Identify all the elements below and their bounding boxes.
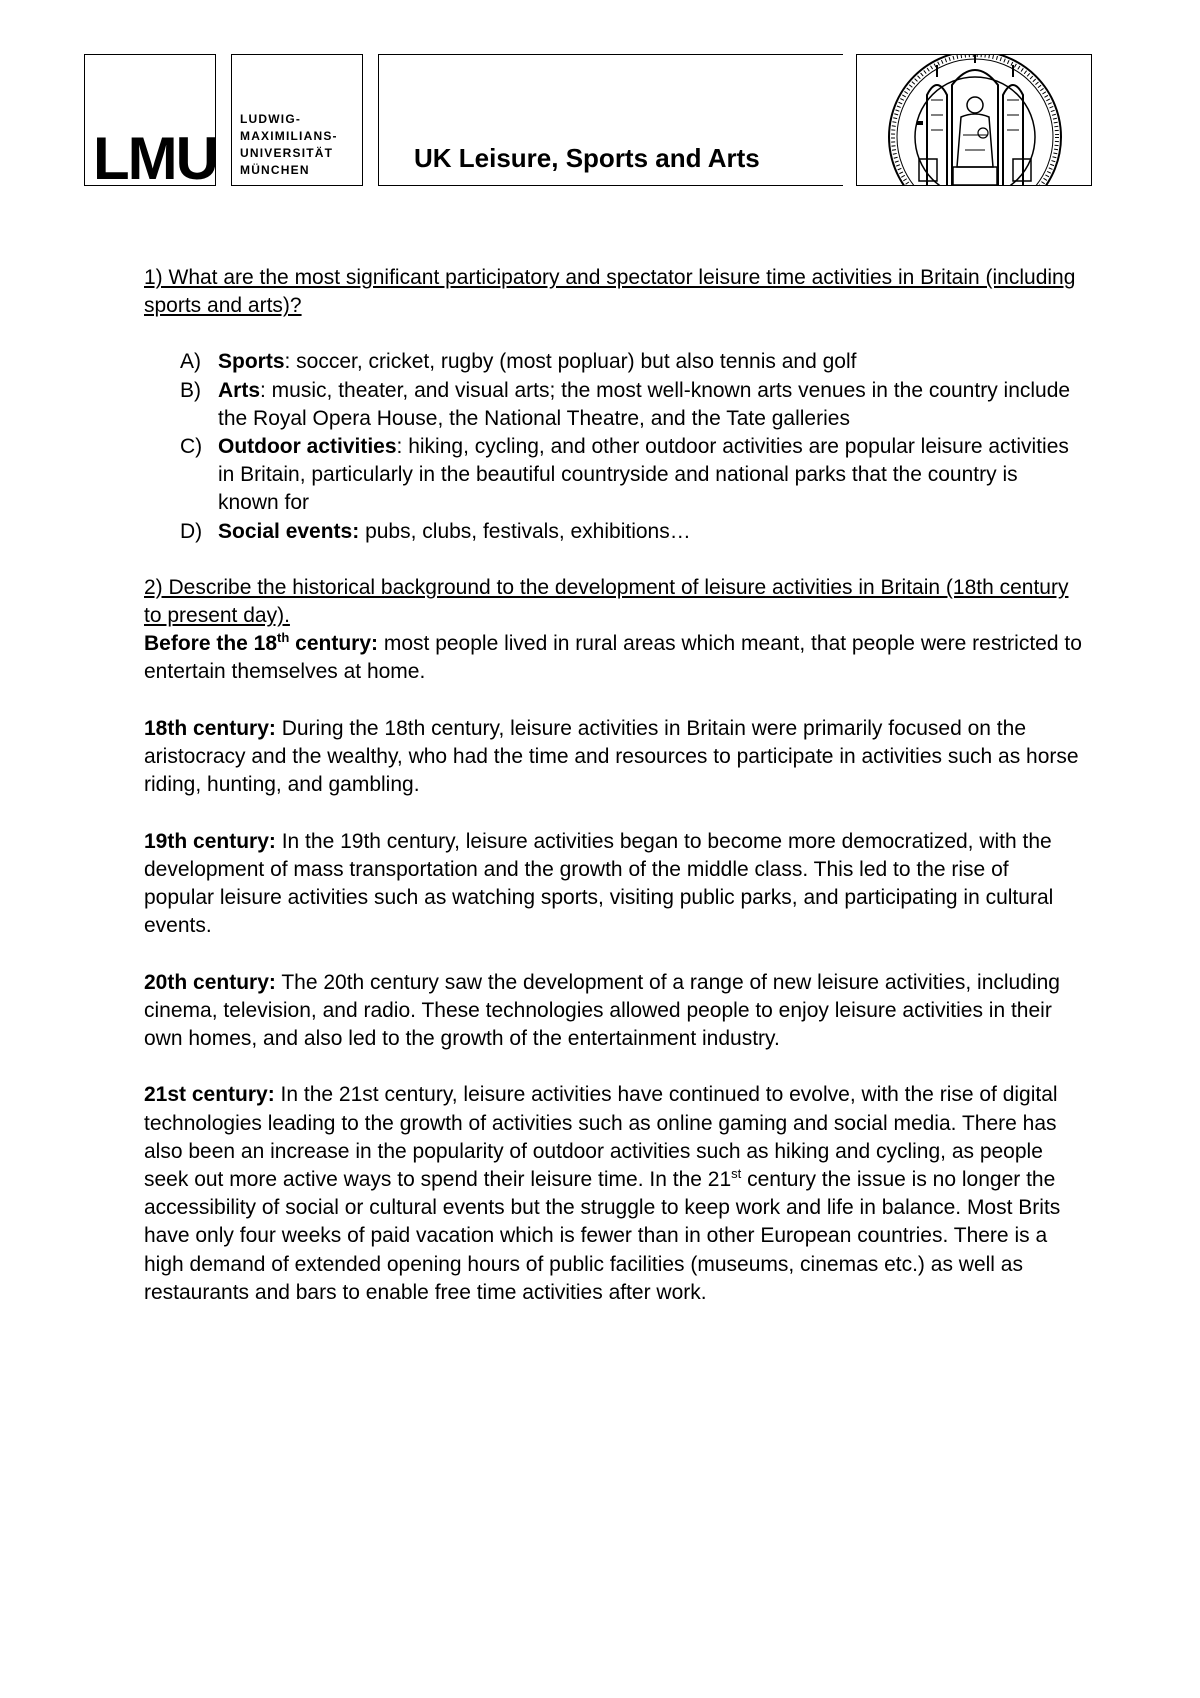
- university-seal-icon: [857, 55, 1092, 185]
- list-item-label: Arts: [218, 378, 261, 402]
- list-letter: D): [180, 519, 203, 543]
- list-item-text: : hiking, cycling, and other outdoor activities are popular leisure activities in Britain, particularly in the beautiful countryside and national parks that the country is known for: [218, 435, 1069, 515]
- lmu-logo: LMU: [93, 125, 217, 192]
- list-item: [144, 433, 1084, 518]
- list-letter: B): [180, 378, 201, 402]
- paragraph-21st-century: [144, 1081, 1084, 1307]
- list-letter: C): [180, 435, 203, 459]
- question-2: 2) Describe the historical background to the development of leisure activities in Britain (18th century to present day).: [144, 575, 1069, 628]
- page-title: UK Leisure, Sports and Arts: [414, 143, 760, 173]
- lmu-logo-box: [84, 54, 217, 192]
- superscript: st: [731, 1166, 742, 1182]
- activities-list: [144, 348, 1084, 545]
- list-item-text: : music, theater, and visual arts; the most well-known arts venues in the country include the Royal Opera House, the National Theatre, and the Tate galleries: [218, 378, 1071, 430]
- list-item-label: Outdoor activities: [218, 435, 397, 459]
- paragraph-20th-century: [144, 969, 1084, 1054]
- list-item-text: : soccer, cricket, rugby (most popluar) but also tennis and golf: [284, 350, 857, 374]
- university-name-line: UNIVERSITÄT: [240, 146, 334, 160]
- university-name-box: [231, 54, 363, 186]
- paragraph-19th-century: [144, 828, 1084, 941]
- paragraph-text: The 20th century saw the development of a range of new leisure activities, including cinema, television, and radio. These technologies allowed people to enjoy leisure activities in their own homes, and also led to the growth of the entertainment industry.: [144, 970, 1060, 1051]
- university-name-line: MAXIMILIANS-: [240, 129, 338, 143]
- paragraph-before-18th: [144, 630, 1084, 686]
- list-item-text: pubs, clubs, festivals, exhibitions…: [359, 519, 691, 543]
- university-name-line: LUDWIG-: [240, 112, 302, 126]
- paragraph-label: 21st century:: [144, 1083, 275, 1107]
- paragraph-18th-century: [144, 715, 1084, 800]
- question-1: 1) What are the most significant participatory and spectator leisure time activities in Britain (including sports and arts)?: [144, 266, 1076, 318]
- university-name-line: MÜNCHEN: [240, 163, 310, 177]
- document-body: [144, 264, 1084, 1335]
- paragraph-text: In the 19th century, leisure activities began to become more democratized, with the development of mass transportation and the growth of the middle class. This led to the rise of popular leisure activities such as watching sports, visiting public parks, and participating in cultural events.: [144, 829, 1054, 938]
- list-item-label: Social events:: [218, 519, 360, 543]
- list-item-label: Sports: [218, 350, 285, 374]
- paragraph-text: In the 21st century, leisure activities have continued to evolve, with the rise of digital technologies leading to the growth of activities such as online gaming and social media. There has also been an increase in the popularity of outdoor activities such as hiking and cycling, as people seek out more active ways to spend their leisure time. In the 21: [144, 1083, 1058, 1192]
- seal-box: [856, 54, 1092, 186]
- title-box: [378, 54, 843, 186]
- list-item: [144, 377, 1084, 433]
- paragraph-label: 19th century:: [144, 829, 276, 853]
- university-name: [240, 111, 338, 179]
- paragraph-text: century the issue is no longer the accessibility of social or cultural events but the struggle to keep work and life in balance. Most Brits have only four weeks of paid vacation which is fewer than in other European countries. There is a high demand of extended opening hours of public facilities (museums, cinemas etc.) as well as restaurants and bars to enable free time activities after work.: [144, 1168, 1061, 1304]
- paragraph-label: 18th century:: [144, 716, 276, 740]
- paragraph-label: 20th century:: [144, 970, 276, 994]
- paragraph-text: During the 18th century, leisure activities in Britain were primarily focused on the aristocracy and the wealthy, who had the time and resources to participate in activities such as horse riding, hunting, and gambling.: [144, 716, 1079, 797]
- list-item: [144, 518, 1084, 546]
- paragraph-text: most people lived in rural areas which meant, that people were restricted to entertain themselves at home.: [144, 632, 1082, 684]
- list-letter: A): [180, 350, 201, 374]
- list-item: [144, 348, 1084, 376]
- paragraph-label: Before the 18th century:: [144, 630, 379, 656]
